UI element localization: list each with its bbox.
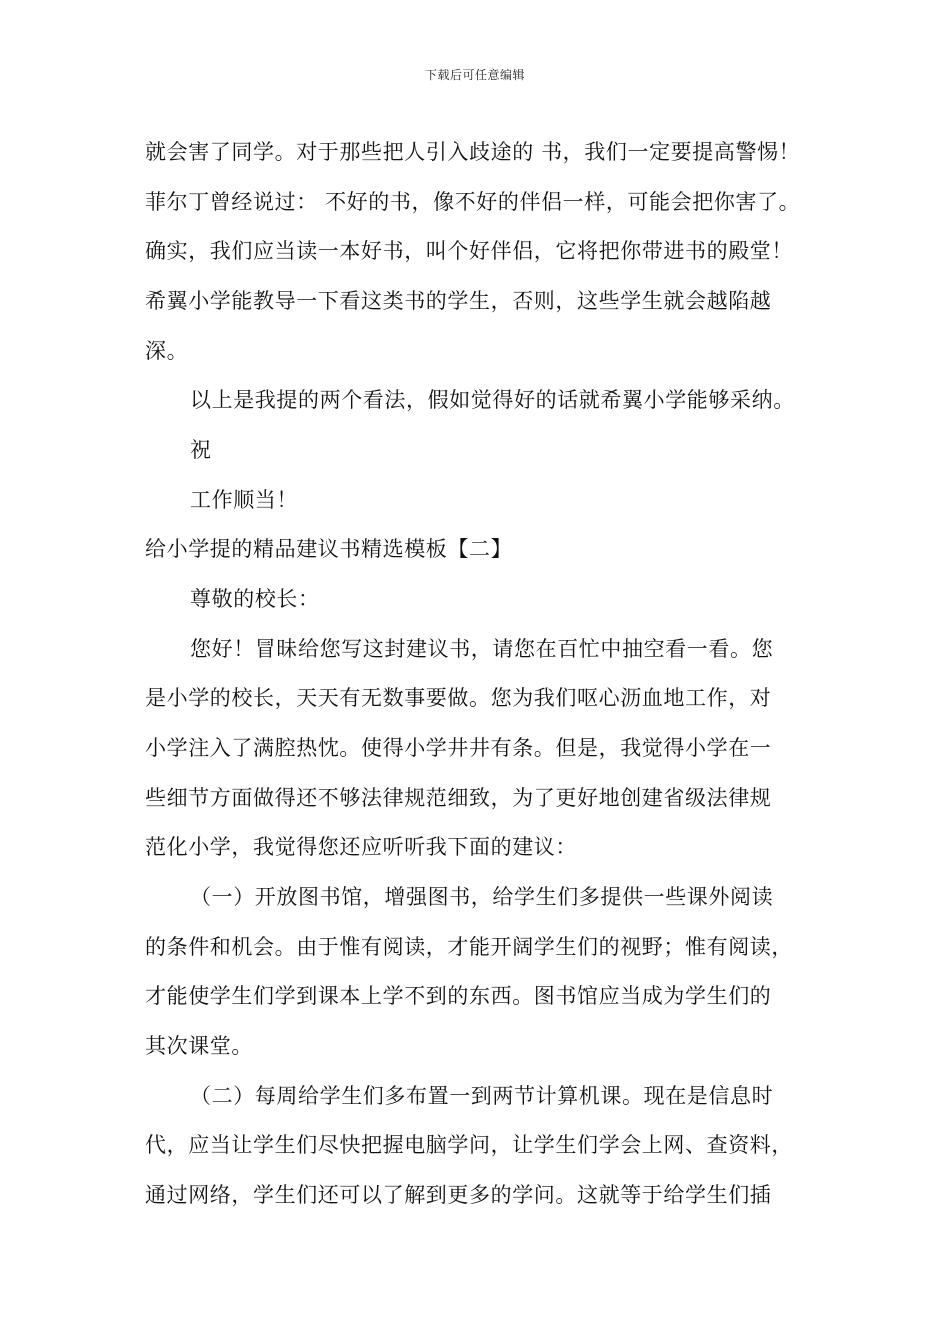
text-line-18: 才能使学生们学到课本上学不到的东西。图书馆应当成为学生们的 <box>145 984 772 1008</box>
text-line-2: 菲尔丁曾经说过： 不好的书，像不好的伴侣一样，可能会把你害了。 <box>145 190 801 214</box>
text-line-15: 范化小学，我觉得您还应听听我下面的建议： <box>145 835 577 859</box>
text-line-16: （一）开放图书馆，增强图书，给学生们多提供一些课外阅读 <box>190 885 774 909</box>
text-line-11: 您好！冒昧给您写这封建议书，请您在百忙中抽空看一看。您 <box>190 637 774 661</box>
text-line-20: （二）每周给学生们多布置一到两节计算机课。现在是信息时 <box>190 1084 774 1108</box>
text-line-13: 小学注入了满腔热忱。使得小学井井有条。但是，我觉得小学在一 <box>145 736 772 760</box>
text-line-8: 工作顺当！ <box>190 488 298 512</box>
salutation: 尊敬的校长： <box>190 587 320 611</box>
text-line-12: 是小学的校长，天天有无数事要做。您为我们呕心沥血地工作，对 <box>145 686 772 710</box>
text-line-7: 祝 <box>190 438 212 462</box>
text-line-6: 以上是我提的两个看法，假如觉得好的话就希翼小学能够采纳。 <box>190 388 795 412</box>
text-line-22: 通过网络，学生们还可以了解到更多的学问。这就等于给学生们插 <box>145 1183 772 1207</box>
text-line-19: 其次课堂。 <box>145 1034 253 1058</box>
text-line-5: 深。 <box>145 339 189 363</box>
page-header: 下载后可任意编辑 <box>424 68 525 82</box>
text-line-14: 些细节方面做得还不够法律规范细致，为了更好地创建省级法律规 <box>145 786 772 810</box>
text-line-4: 希翼小学能教导一下看这类书的学生，否则，这些学生就会越陷越 <box>145 289 772 313</box>
section-heading: 给小学提的精品建议书精选模板【二】 <box>145 537 513 561</box>
text-line-1: 就会害了同学。对于那些把人引入歧途的 书，我们一定要提高警惕！ <box>145 140 801 164</box>
text-line-17: 的条件和机会。由于惟有阅读，才能开阔学生们的视野；惟有阅读， <box>145 935 793 959</box>
text-line-3: 确实，我们应当读一本好书，叫个好伴侣，它将把你带进书的殿堂！ <box>145 239 793 263</box>
text-line-21: 代，应当让学生们尽快把握电脑学问，让学生们学会上网、查资料， <box>145 1133 793 1157</box>
